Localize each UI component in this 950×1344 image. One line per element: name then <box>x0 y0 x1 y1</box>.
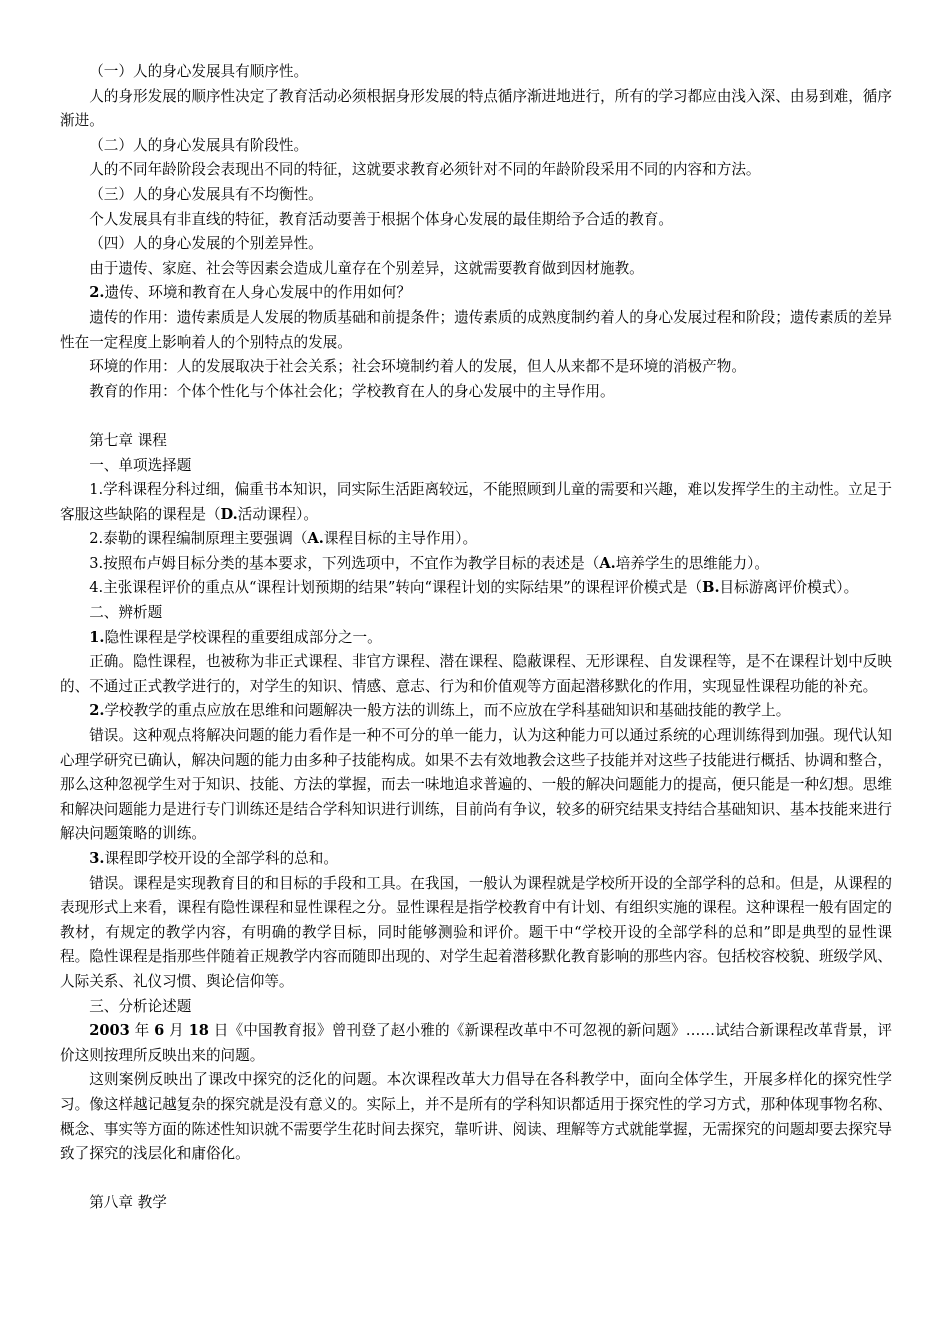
mc-answer-text: 培养学生的思维能力）。 <box>615 554 769 572</box>
mc-question: 2.泰勒的课程编制原理主要强调（ <box>89 530 308 548</box>
question-2 <box>60 281 892 306</box>
mc-item <box>60 478 892 527</box>
mc-answer-key: A. <box>599 554 616 572</box>
mc-question: 4.主张课程评价的重点从“课程计划预期的结果”转向“课程计划的实际结果”的课程评价模式是（ <box>89 579 703 597</box>
chapter-7-title: 第七章 课程 <box>89 431 167 449</box>
mc-question: 3.按照布卢姆目标分类的基本要求，下列选项中，不宜作为教学目标的表述是（ <box>89 554 600 572</box>
heading-individual-difference: （四）人的身心发展的个别差异性。 <box>89 235 323 253</box>
mc-answer-key: B. <box>702 579 720 597</box>
heading-imbalance: （三）人的身心发展具有不均衡性。 <box>89 185 323 203</box>
analysis-answer: 错误。课程是实现教育目的和目标的手段和工具。在我国，一般认为课程就是学校所开设的全部学科的总和。但是，从课程的表现形式上来看，课程有隐性课程和显性课程之分。显性课程是指学校教育中有计划、有组织实施的课程。这种课程一般有固定的教材，有规定的教学内容，有明确的教学目标，同时能够测验和评价。题干中“学校开设的全部学科的总和”即是典型的显性课程。隐性课程是指那些伴随着正规教学内容而随即出现的、对学生起着潜移默化教育影响的那些内容。包括校容校貌、班级学风、人际关系、礼仪习惯、舆论信仰等。 <box>60 874 892 990</box>
answer-paragraph: 遗传的作用：遗传素质是人发展的物质基础和前提条件；遗传素质的成熟度制约着人的身心发展过程和阶段；遗传素质的差异性在一定程度上影响着人的个别特点的发展。 <box>60 308 892 351</box>
mc-answer-text: 课程目标的主导作用）。 <box>323 530 478 548</box>
essay-day: 18 <box>188 1022 209 1040</box>
question-number: 2. <box>89 702 105 720</box>
answer-paragraph: 教育的作用：个体个性化与个体社会化；学校教育在人的身心发展中的主导作用。 <box>89 382 615 400</box>
document-page <box>60 60 892 1216</box>
analysis-answer: 正确。隐性课程，也被称为非正式课程、非官方课程、潜在课程、隐蔽课程、无形课程、自发课程等，是不在课程计划中反映的、不通过正式教学进行的，对学生的知识、情感、意志、行为和价值观等方面起潜移默化的作用，实现显性课程功能的补充。 <box>60 653 892 695</box>
mc-item <box>60 552 892 577</box>
chapter-8-title: 第八章 教学 <box>89 1194 167 1212</box>
paragraph: 个人发展具有非直线的特征，教育活动要善于根据个体身心发展的最佳期给予合适的教育。 <box>89 210 673 228</box>
analysis-question <box>60 626 892 651</box>
essay-text: 日《中国教育报》曾刊登了赵小雅的《新课程改革中不可忽视的新问题》……试结合新课程改革背景，评价这则按理所反映出来的问题。 <box>60 1022 892 1064</box>
essay-answer: 这则案例反映出了课改中探究的泛化的问题。本次课程改革大力倡导在各科教学中，面向全体学生，开展多样化的探究性学习。像这样越记越复杂的探究就是没有意义的。实际上，并不是所有的学科知识都适用于探究性的学习方式，那种体现事物名称、概念、事实等方面的陈述性知识就不需要学生花时间去探究，靠听讲、阅读、理解等方式就能掌握，无需探究的问题却要去探究导致了探究的浅层化和庸俗化。 <box>60 1071 892 1163</box>
mc-answer-text: 目标游离评价模式）。 <box>719 579 859 597</box>
question-text: 课程即学校开设的全部学科的总和。 <box>104 850 338 867</box>
mc-answer-key: D. <box>220 505 238 523</box>
section-essay: 三、分析论述题 <box>89 997 192 1015</box>
answer-paragraph: 环境的作用：人的发展取决于社会关系；社会环境制约着人的发展，但人从来都不是环境的消极产物。 <box>89 358 746 376</box>
question-text: 遗传、环境和教育在人身心发展中的作用如何？ <box>104 284 411 302</box>
question-number: 2. <box>89 284 105 302</box>
mc-answer-key: A. <box>307 530 324 548</box>
question-text: 隐性课程是学校课程的重要组成部分之一。 <box>104 628 382 646</box>
mc-item <box>60 527 892 552</box>
paragraph: 由于遗传、家庭、社会等因素会造成儿童存在个别差异，这就需要教育做到因材施教。 <box>89 259 644 277</box>
heading-sequence: （一）人的身心发展具有顺序性。 <box>89 63 309 80</box>
essay-text: 月 <box>164 1022 189 1040</box>
question-number: 3. <box>89 850 105 867</box>
heading-stage: （二）人的身心发展具有阶段性。 <box>89 136 309 154</box>
mc-answer-text: 活动课程）。 <box>237 505 319 523</box>
essay-text: 年 <box>129 1022 155 1040</box>
paragraph: 人的不同年龄阶段会表现出不同的特征，这就要求教育必须针对不同的年龄阶段采用不同的内容和方法。 <box>89 161 761 179</box>
essay-question <box>60 1019 892 1068</box>
question-text: 学校教学的重点应放在思维和问题解决一般方法的训练上，而不应放在学科基础知识和基础技能的教学上。 <box>104 702 791 720</box>
section-discrimination: 二、辨析题 <box>89 604 163 622</box>
section-multiple-choice: 一、单项选择题 <box>89 456 192 474</box>
mc-item <box>60 576 892 601</box>
question-number: 1. <box>89 628 105 646</box>
analysis-answer: 错误。这种观点将解决问题的能力看作是一种不可分的单一能力，认为这种能力可以通过系统的心理训练得到加强。现代认知心理学研究已确认，解决问题的能力由多种子技能构成。如果不去有效地教会这些子技能并对这些子技能进行概括、协调和整合，那么这种忽视学生对于知识、技能、方法的掌握，而去一味地追求普遍的、一般的解决问题能力的提高，便只能是一种幻想。思维和解决问题能力是进行专门训练还是结合学科知识进行训练，目前尚有争议，较多的研究结果支持结合基础知识、基本技能来进行解决问题策略的训练。 <box>60 727 892 843</box>
paragraph: 人的身形发展的顺序性决定了教育活动必须根据身形发展的特点循序渐进地进行，所有的学习都应由浅入深、由易到难，循序渐进。 <box>60 87 892 130</box>
analysis-question <box>60 699 892 724</box>
essay-year: 2003 <box>89 1022 130 1040</box>
essay-month: 6 <box>154 1022 165 1040</box>
analysis-question <box>60 847 892 872</box>
mc-question: 1.学科课程分科过细，偏重书本知识，同实际生活距离较远，不能照顾到儿童的需要和兴趣，难以发挥学生的主动性。立足于客服这些缺陷的课程是（ <box>60 481 892 523</box>
